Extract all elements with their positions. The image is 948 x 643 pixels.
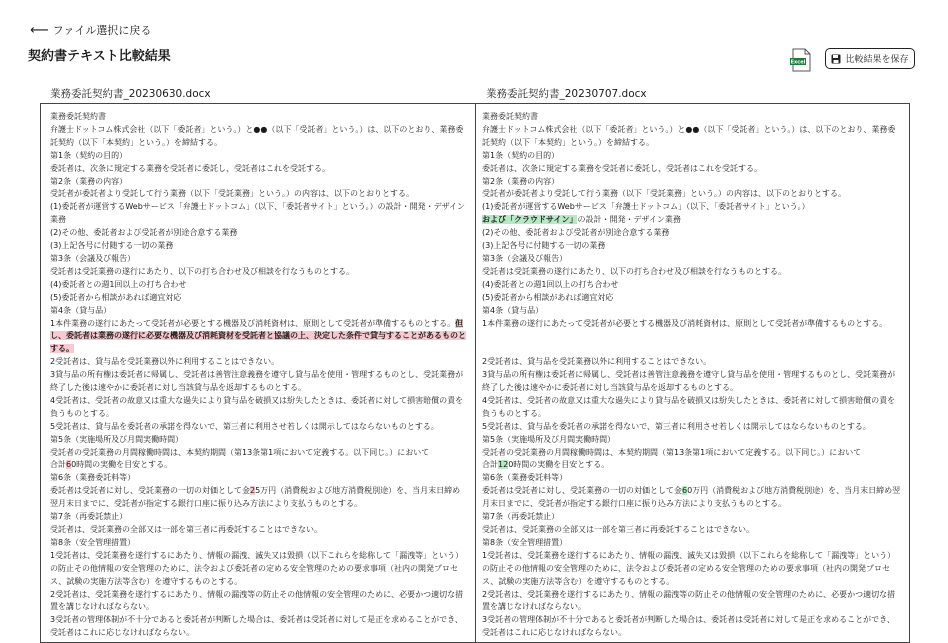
inserted-char: 6 — [682, 486, 688, 496]
text-line: (3)上記各号に付随する一切の業務 — [50, 241, 174, 251]
page-title: 契約書テキスト比較結果 — [28, 49, 171, 64]
text-line: 4受託者は、受託者の故意又は重大な過失により貸与品を破損又は紛失したときは、委託者に対して損害賠償の責を負うものとする。 — [50, 395, 464, 418]
text-line: 第2条（業務の内容） — [482, 176, 560, 186]
text-line: 1受託者は、受託業務を遂行するにあたり、情報の漏洩、滅失又は毀損（以下これらを総称して「漏洩等」という）の防止その他情報の安全管理のために、法令および委託者の定める安全管理のための要求事項（社内の開発プロセス、試験の実施方法等含む）を遵守するものとする。 — [482, 550, 896, 586]
text-line: 2受託者は、貸与品を受託業務以外に利用することはできない。 — [482, 357, 712, 367]
text-line: 第5条（実施場所及び月間実働時間） — [50, 434, 184, 444]
text-line — [482, 201, 902, 227]
deleted-char: 6 — [66, 460, 72, 470]
text-line — [50, 459, 468, 472]
text-segment: (1)委託者が運営するWebサービス「弁護士ドットコム」（以下、「委託者サイト」という。） — [482, 202, 810, 212]
left-file-name: 業務委託契約書_20230630.docx — [50, 88, 211, 100]
save-icon — [831, 54, 841, 64]
text-segment: 合計 — [50, 460, 66, 470]
text-line: (2)その他、委託者および受託者が別途合意する業務 — [50, 228, 238, 238]
text-segment: 合計 — [482, 460, 498, 470]
text-line: 第3条（会議及び報告） — [482, 253, 568, 263]
text-line: 3貸与品の所有権は委託者に帰属し、受託者は善管注意義務を遵守し貸与品を使用・管理するものとし、受託業務が終了した後は速やかに委託者に対し当該貸与品を返却するものとする。 — [482, 370, 896, 392]
text-line: 第4条（貸与品） — [482, 305, 544, 315]
inserted-text: および「クラウドサイン」 — [482, 215, 578, 225]
text-line: 2受託者は、受託業務を遂行するにあたり、情報の漏洩等の防止その他情報の安全管理のために、必要かつ適切な措置を講じなければならない。 — [482, 589, 896, 612]
text-line: 2受託者は、貸与品を受託業務以外に利用することはできない。 — [50, 357, 280, 367]
column-divider — [475, 104, 476, 642]
text-line: 4受託者は、受託者の故意又は重大な過失により貸与品を破損又は紛失したときは、委託者に対して損害賠償の責を負うものとする。 — [482, 395, 896, 418]
text-line: 第3条（会議及び報告） — [50, 253, 136, 263]
text-line: 第1条（契約の目的） — [50, 150, 128, 160]
text-line: 第2条（業務の内容） — [50, 176, 128, 186]
save-button[interactable] — [825, 48, 915, 69]
text-line: (4)委託者との週1回以上の打ち合わせ — [50, 279, 187, 289]
text-line: 受託者は、受託業務の全部又は一部を第三者に再委託することはできない。 — [482, 524, 754, 534]
text-line: 受託者が委託者より受託して行う業務（以下「受託業務」という。）の内容は、以下のとおりとする。 — [482, 189, 846, 199]
text-segment: の設計・開発・デザイン業務 — [577, 215, 681, 225]
back-link-label: ファイル選択に戻る — [52, 24, 152, 37]
text-line: 第4条（貸与品） — [50, 305, 112, 315]
right-file-name: 業務委託契約書_20230707.docx — [486, 88, 647, 100]
text-line: 受託者が委託者より受託して行う業務（以下「受託業務」という。）の内容は、以下のとおりとする。 — [50, 189, 414, 199]
text-line: 3受託者の管理体制が不十分であると委託者が判断した場合は、委託者は受託者に対して是正を求めることができ、受託者はこれに応じなければならない。 — [50, 615, 463, 638]
text-line: 3受託者の管理体制が不十分であると委託者が判断した場合は、委託者は受託者に対して是正を求めることができ、受託者はこれに応じなければならない。 — [482, 615, 895, 638]
text-line: (5)委託者から相談があれば適宜対応 — [50, 292, 182, 302]
text-line: 第5条（実施場所及び月間実働時間） — [482, 434, 616, 444]
back-link[interactable] — [30, 22, 151, 38]
text-line: 第7条（再委託禁止） — [482, 512, 560, 522]
text-segment: 1本件業務の遂行にあたって受託者が必要とする機器及び消耗資材は、原則として受託者が準備するものとする。 — [50, 318, 456, 328]
text-line — [50, 318, 468, 357]
text-line: 1本件業務の遂行にあたって受託者が必要とする機器及び消耗資材は、原則として受託者が準備するものとする。 — [482, 318, 888, 328]
comparison-panel[interactable] — [40, 103, 910, 643]
text-line: 第8条（安全管理措置） — [50, 537, 136, 547]
text-line: (1)委託者が運営するWebサービス「弁護士ドットコム」（以下、「委託者サイト」という。）の設計・開発・デザイン業務 — [50, 202, 466, 225]
deleted-char: 2 — [250, 486, 256, 496]
text-line: 受託者の受託業務の月間稼働時間は、本契約期間（第13条第1項において定義する。以下同じ。）において — [50, 447, 430, 457]
old-document-text — [50, 111, 468, 640]
deleted-text: 但し、委託者は業務の遂行に必要な機器及び消耗資材を受託者と協議の上、決定した条件で貸与することがあるものとする。 — [50, 318, 466, 354]
text-line: 5受託者は、貸与品を委託者の承諾を得ないで、第三者に利用させ若しくは開示してはならないものとする。 — [50, 421, 439, 431]
text-line — [482, 459, 902, 472]
arrow-left-icon: ⟵ — [30, 22, 49, 38]
text-line: (2)その他、委託者および受託者が別途合意する業務 — [482, 228, 670, 238]
text-line: (5)委託者から相談があれば適宜対応 — [482, 292, 614, 302]
text-segment: 0時間の実働を目安とする。 — [71, 460, 173, 470]
text-segment: 0時間の実働を目安とする。 — [508, 460, 610, 470]
text-line: 5受託者は、貸与品を委託者の承諾を得ないで、第三者に利用させ若しくは開示してはならないものとする。 — [482, 421, 871, 431]
text-line: 第6条（業務委託料等） — [482, 473, 568, 483]
text-line: (4)委託者との週1回以上の打ち合わせ — [482, 279, 619, 289]
new-document-text — [482, 111, 902, 640]
text-line: 第8条（安全管理措置） — [482, 537, 568, 547]
text-line: 弁護士ドットコム株式会社（以下「委託者」という。）と●●（以下「受託者」という。）は、以下のとおり、業務委託契約（以下「本契約」という。）を締結する。 — [50, 124, 464, 147]
text-line — [482, 485, 902, 511]
text-line: 受託者は受託業務の遂行にあたり、以下の打ち合わせ及び相談を行なうものとする。 — [482, 266, 786, 276]
text-segment: 0万円（消費税および地方消費税別途）を、当月末日締め翌月末日までに、受託者が指定する銀行口座に振り込み方法により支払うものとする。 — [482, 486, 901, 509]
excel-export-icon[interactable] — [790, 48, 812, 72]
text-line: 第6条（業務委託料等） — [50, 473, 136, 483]
text-line: (3)上記各号に付随する一切の業務 — [482, 241, 606, 251]
inserted-char: 12 — [498, 460, 509, 470]
text-line: 業務委託契約書 — [482, 112, 538, 121]
text-line: 弁護士ドットコム株式会社（以下「委託者」という。）と●●（以下「受託者」という。）は、以下のとおり、業務委託契約（以下「本契約」という。）を締結する。 — [482, 124, 896, 147]
text-line: 3貸与品の所有権は委託者に帰属し、受託者は善管注意義務を遵守し貸与品を使用・管理するものとし、受託業務が終了した後は速やかに委託者に対し当該貸与品を返却するものとする。 — [50, 370, 464, 393]
text-line — [50, 485, 468, 511]
text-line: 第7条（再委託禁止） — [50, 512, 128, 522]
text-line: 2受託者は、受託業務を遂行するにあたり、情報の漏洩等の防止その他情報の安全管理のために、必要かつ適切な措置を講じなければならない。 — [50, 589, 464, 612]
text-line: 1受託者は、受託業務を遂行するにあたり、情報の漏洩、滅失又は毀損（以下これらを総称して「漏洩等」という）の防止その他情報の安全管理のために、法令および委託者の定める安全管理のための要求事項（社内の開発プロセス、試験の実施方法等含む）を遵守するものとする。 — [50, 550, 464, 586]
excel-icon-label: Excel — [790, 59, 806, 66]
text-line: 業務委託契約書 — [50, 112, 106, 121]
text-segment: 5万円（消費税および地方消費税別途）を、当月末日締め翌月末日までに、受託者が指定する銀行口座に振り込み方法により支払うものとする。 — [50, 486, 461, 509]
text-line: 受託者の受託業務の月間稼働時間は、本契約期間（第13条第1項において定義する。以下同じ。）において — [482, 447, 862, 457]
text-line: 委託者は、次条に規定する業務を受託者に委託し、受託者はこれを受託する。 — [482, 163, 762, 173]
text-line: 第1条（契約の目的） — [482, 150, 560, 160]
text-line: 受託者は受託業務の遂行にあたり、以下の打ち合わせ及び相談を行なうものとする。 — [50, 266, 354, 276]
text-line: 受託者は、受託業務の全部又は一部を第三者に再委託することはできない。 — [50, 525, 322, 534]
text-segment: 委託者は受託者に対し、受託業務の一切の対価として金 — [482, 486, 682, 496]
save-button-label: 比較結果を保存 — [845, 55, 909, 65]
text-segment: 委託者は受託者に対し、受託業務の一切の対価として金 — [50, 486, 250, 496]
text-line: 委託者は、次条に規定する業務を受託者に委託し、受託者はこれを受託する。 — [50, 163, 330, 173]
